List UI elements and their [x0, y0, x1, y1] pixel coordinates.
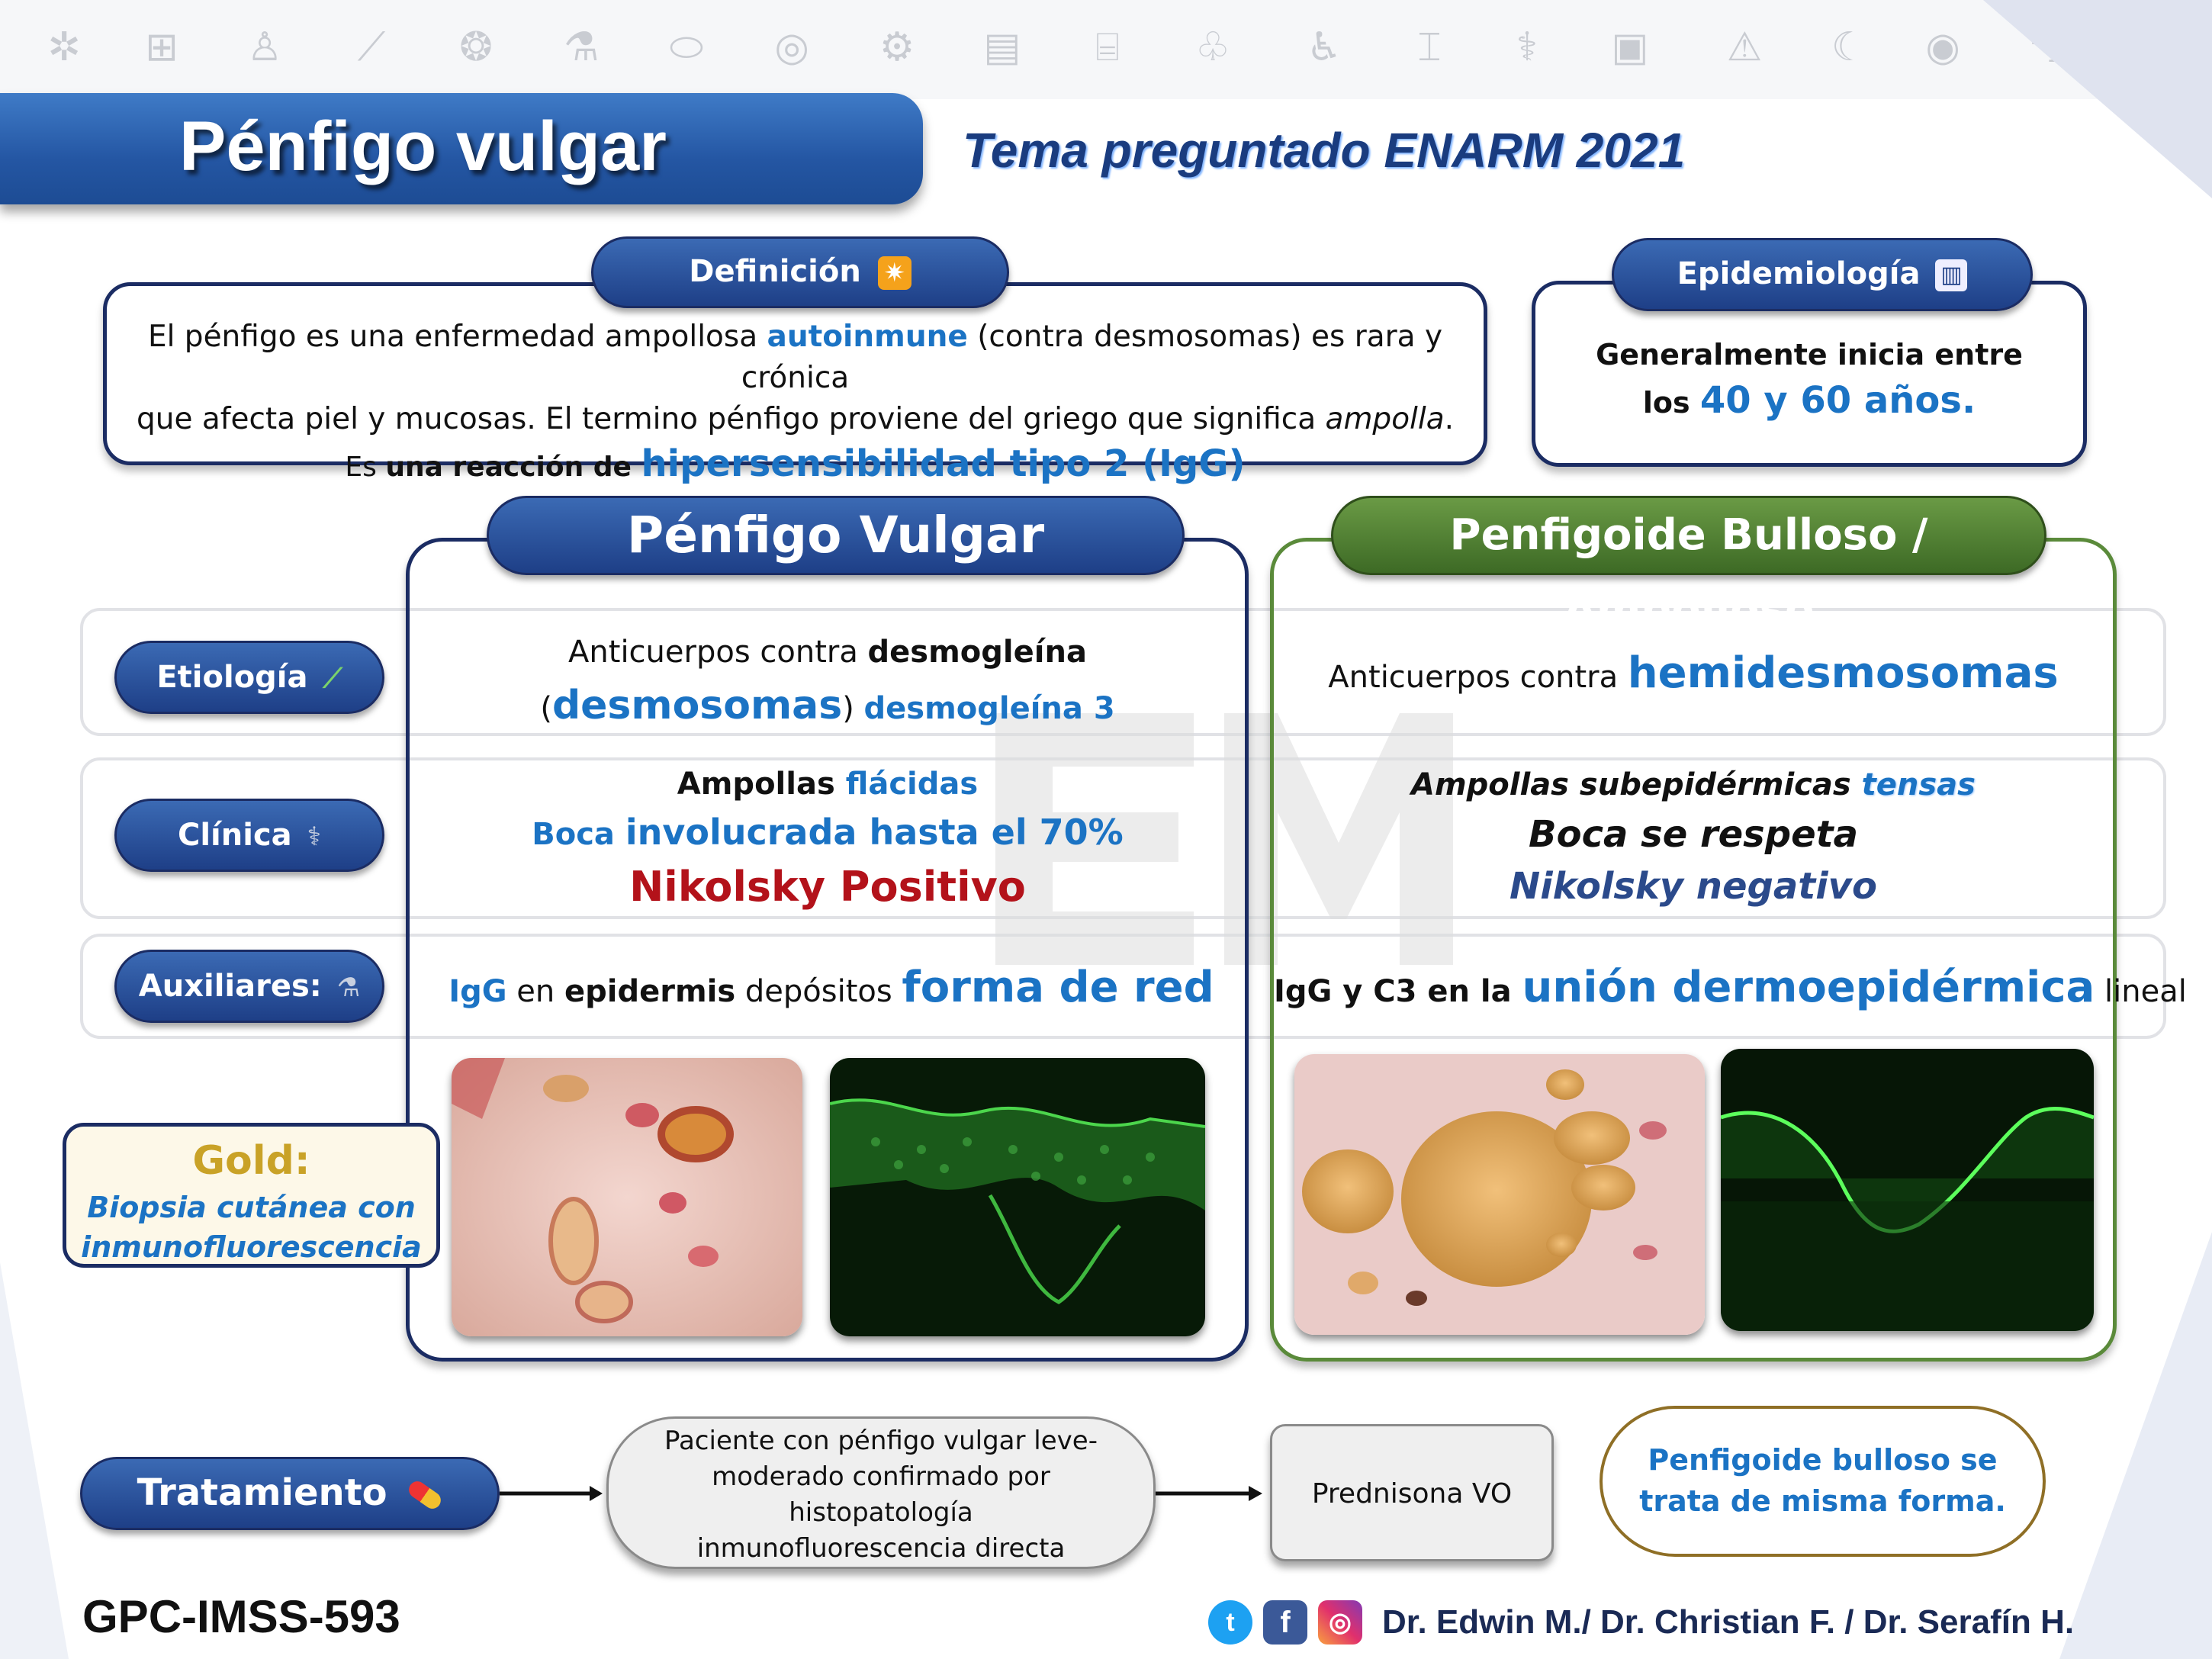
pemphigus-immunofluorescence-photo: [830, 1058, 1205, 1336]
bar-chart-icon: ▥: [1935, 259, 1967, 291]
test-tube-icon: ⟋: [323, 663, 342, 694]
gold-title: Gold:: [192, 1138, 310, 1184]
gold-standard-box: [63, 1123, 440, 1268]
scalpel-icon: ⟋: [357, 24, 386, 70]
pemphigoid-treatment-note: Penfigoide bulloso se trata de misma forma.: [1600, 1406, 2046, 1557]
clinica-label: Clínica ⚕: [114, 799, 384, 872]
stethoscope-icon: ⚕: [307, 821, 321, 852]
auxiliares-pemphigoid: IgG y C3 en la unión dermoepidérmica lineal: [1274, 963, 2187, 1012]
microscope-icon: ⚗: [563, 24, 600, 70]
pemphigus-column-header: Pénfigo Vulgar: [487, 496, 1185, 575]
twitter-icon[interactable]: t: [1208, 1600, 1252, 1645]
facebook-icon[interactable]: f: [1263, 1600, 1307, 1645]
lungs-icon: ♧: [1194, 24, 1231, 70]
corner-decoration: [1983, 0, 2212, 198]
epidemiology-text: Generalmente inicia entre los 40 y 60 años.: [1596, 338, 2023, 422]
ambulance-icon: ⊞: [145, 24, 178, 70]
definition-label: Definición ✷: [591, 236, 1009, 308]
hospital-bed-icon: ⌶: [1417, 24, 1442, 70]
etiologia-label: Etiología ⟋: [114, 641, 384, 714]
tools-icon: ⚕: [1516, 24, 1538, 70]
treatment-label: Tratamiento: [80, 1457, 500, 1530]
definition-box: [103, 282, 1487, 485]
skin-icon: ▤: [983, 24, 1021, 70]
clinica-pemphigus: Ampollas flácidas Boca involucrada hasta el 70% Nikolsky Positivo: [532, 767, 1124, 911]
pemphigoid-clinical-photo: [1294, 1054, 1705, 1335]
clinica-pemphigoid: Ampollas subepidérmicas tensas Boca se respeta Nikolsky negativo: [1411, 767, 1976, 908]
etiologia-pemphigus: Anticuerpos contra desmogleína (desmosomas) desmogleína 3: [540, 635, 1115, 728]
auxiliares-pemphigus: IgG en epidermis depósitos forma de red: [449, 963, 1214, 1012]
guide-reference: GPC-IMSS-593: [82, 1591, 400, 1642]
sparkle-icon: ✷: [878, 256, 911, 290]
pemphigoid-immunofluorescence-photo: [1721, 1049, 2094, 1331]
syringe-icon: ⤡: [2030, 24, 2062, 70]
treatment-step-prednisone: Prednisona VO: [1270, 1424, 1554, 1561]
tooth-icon: ♙: [246, 24, 283, 70]
gold-line1: Biopsia cutánea con: [87, 1191, 416, 1224]
page-title: Pénfigo vulgar: [179, 108, 667, 185]
etiologia-pemphigoid: Anticuerpos contra hemidesmosomas: [1328, 648, 2059, 698]
authors: Dr. Edwin M./ Dr. Christian F. / Dr. Serafín H.: [1382, 1603, 2075, 1641]
definition-text: El pénfigo es una enfermedad ampollosa autoinmune (contra desmosomas) es rara y crónica que afecta piel y mucosas. El termino pénfigo proviene del griego que significa ampolla. Es una reacción de hipersensibilidad tipo 2 (IgG): [136, 320, 1455, 485]
microscope-icon: ⚗: [336, 973, 361, 1003]
pill-icon: ⬭: [669, 24, 704, 70]
alarm-icon: ⚠: [1726, 24, 1763, 70]
wheelchair-icon: ♿: [1306, 24, 1342, 70]
uterus-icon: ◎: [774, 24, 809, 70]
monitor-icon: ▣: [1611, 24, 1649, 70]
epidemiology-label: Epidemiología ▥: [1612, 238, 2033, 311]
stomach-icon: ☾: [1831, 24, 1867, 70]
capsule-icon: [406, 1478, 444, 1512]
instagram-icon[interactable]: ◎: [1318, 1600, 1362, 1645]
icon-strip: [0, 0, 2212, 99]
pemphigoid-column-header: Penfigoide Bulloso / Ampolloso: [1331, 496, 2046, 575]
stretcher-icon: ⌸: [1095, 24, 1120, 70]
corner-decoration: [0, 1262, 69, 1659]
treatment-step-diagnosis: Paciente con pénfigo vulgar leve- moderado confirmado por histopatología inmunofluorescencia directa: [606, 1416, 1156, 1569]
page-subtitle: Tema preguntado ENARM 2021: [963, 123, 1686, 178]
auxiliares-label: Auxiliares: ⚗: [114, 950, 384, 1023]
gold-line2: inmunofluorescencia: [81, 1230, 422, 1264]
eye-icon: ◉: [1925, 24, 1960, 70]
pemphigus-clinical-photo: [452, 1058, 802, 1336]
virus-icon: ✲: [47, 24, 81, 70]
brain-icon: ❂: [459, 24, 493, 70]
gear-icon: ⚙: [879, 24, 915, 70]
